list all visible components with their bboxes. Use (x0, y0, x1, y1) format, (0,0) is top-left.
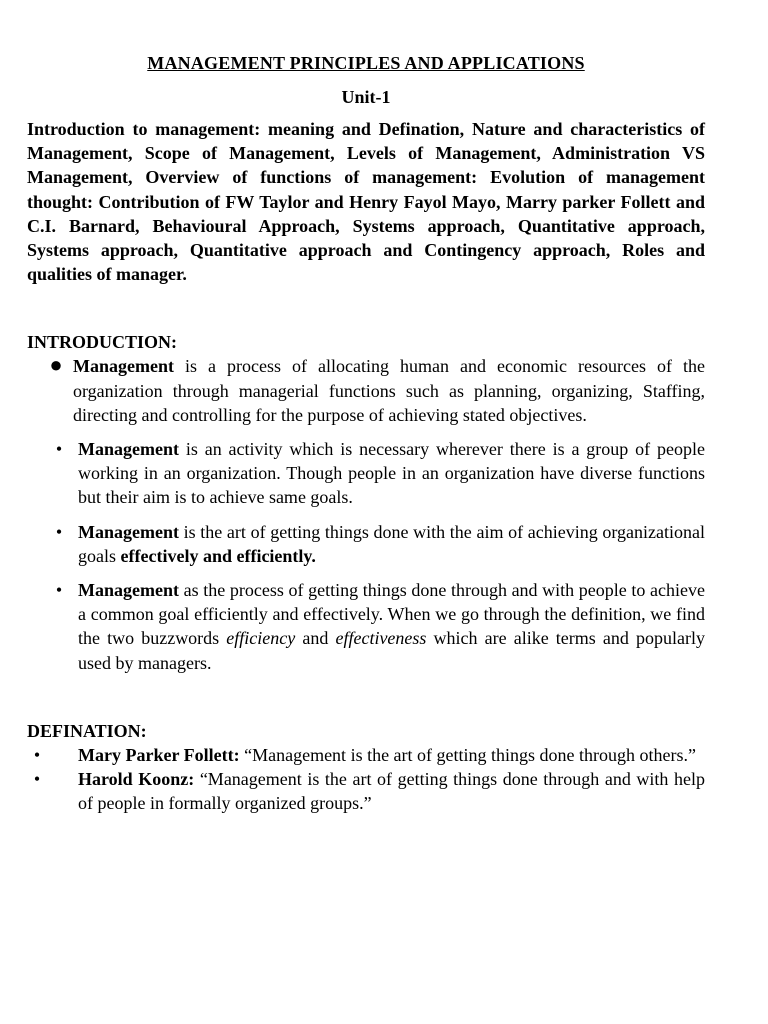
term: Management (73, 356, 174, 377)
item-text: is the art of getting things done with the aim of achieving organizational goals (78, 521, 705, 566)
list-item (27, 743, 705, 767)
introduction-list (27, 354, 705, 674)
term: Management (78, 439, 179, 460)
bullet-icon: • (55, 521, 63, 542)
item-text: and (295, 628, 336, 649)
bullet-icon: • (55, 580, 63, 601)
bullet-icon: ● (49, 352, 63, 378)
item-text: is an activity which is necessary wherever there is a group of people working in an organization. Though people in an organization have diverse functions but their aim is to achieve same goals. (78, 439, 705, 508)
bullet-icon: • (33, 744, 41, 765)
unit-label: Unit-1 (341, 87, 391, 107)
list-item (27, 520, 705, 568)
bullet-icon: • (55, 439, 63, 460)
term: Management (78, 521, 179, 542)
list-item (27, 767, 705, 815)
item-text: as the process of getting things done through and with people to achieve a common goal efficiently and effectively. When we go through the definition, we find the two buzzwords (78, 580, 705, 649)
italic-term: efficiency (226, 628, 296, 649)
author-name: Harold Koonz: (78, 769, 195, 790)
list-item (27, 437, 705, 510)
definition-heading: DEFINATION: (27, 720, 147, 741)
italic-term: effectiveness (335, 628, 427, 649)
quote-text: “Management is the art of getting things done through and with help of people in formally organized groups.” (78, 769, 705, 814)
emphasis-text: effectively and efficiently. (120, 545, 316, 566)
definition-list (27, 743, 705, 816)
author-name: Mary Parker Follett: (78, 744, 240, 765)
term: Management (78, 580, 179, 601)
list-item (27, 354, 705, 427)
syllabus-paragraph: Introduction to management: meaning and Defination, Nature and characteristics of Management, Scope of Management, Levels of Management, Administration VS Management, Overview of functions of management: Evolution of management thought: Contribution of FW Taylor and Henry Fayol Mayo, Marry parker Follett and C.I. Barnard, Behavioural Approach, Systems approach, Quantitative approach, Systems approach, Quantitative approach and Contingency approach, Roles and qualities of manager. (27, 119, 705, 285)
document-page (27, 50, 705, 815)
document-title: MANAGEMENT PRINCIPLES AND APPLICATIONS (147, 53, 585, 73)
list-item (27, 578, 705, 675)
introduction-heading: INTRODUCTION: (27, 332, 178, 353)
item-text: is a process of allocating human and economic resources of the organization through managerial functions such as planning, organizing, Staffing, directing and controlling for the purpose of achieving stated objectives. (73, 356, 705, 425)
quote-text: “Management is the art of getting things done through others.” (239, 744, 696, 765)
bullet-icon: • (33, 769, 41, 790)
item-text: which are alike terms and popularly used by managers. (78, 628, 705, 673)
